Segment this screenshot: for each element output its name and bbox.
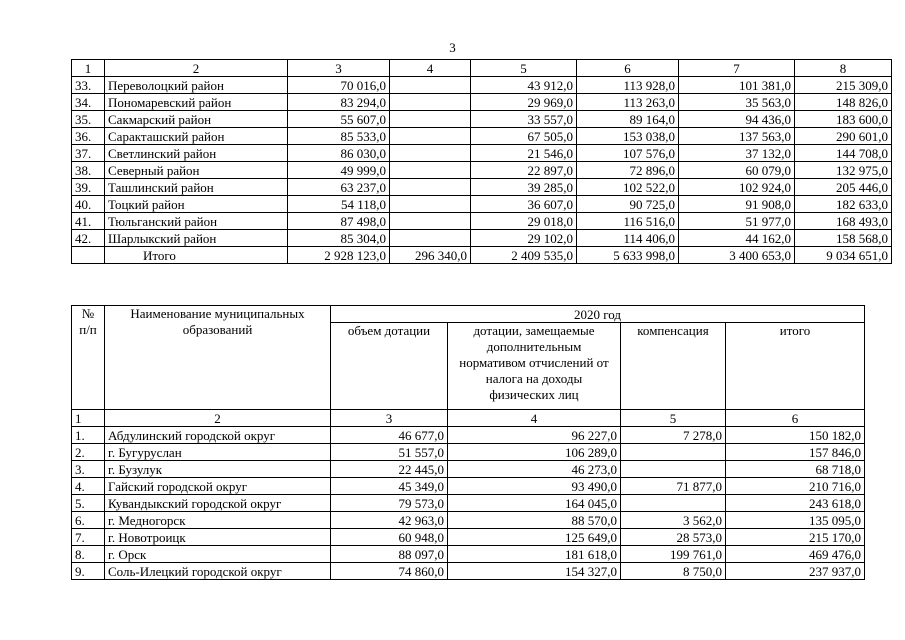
district-name: Светлинский район <box>105 145 288 162</box>
value-cell: 469 476,0 <box>726 546 865 563</box>
value-cell: 88 097,0 <box>331 546 448 563</box>
value-cell: 113 928,0 <box>577 77 679 94</box>
value-cell: 29 969,0 <box>471 94 577 111</box>
row-number: 34. <box>72 94 105 111</box>
row-number: 33. <box>72 77 105 94</box>
district-name: Тюльганский район <box>105 213 288 230</box>
value-cell: 85 533,0 <box>288 128 390 145</box>
column-number: 5 <box>621 410 726 427</box>
municipality-name: г. Медногорск <box>105 512 331 529</box>
value-cell: 35 563,0 <box>679 94 795 111</box>
page-number: 3 <box>449 40 456 55</box>
value-cell: 154 327,0 <box>448 563 621 580</box>
value-cell: 44 162,0 <box>679 230 795 247</box>
value-cell: 3 562,0 <box>621 512 726 529</box>
value-cell: 90 725,0 <box>577 196 679 213</box>
column-header-name: Наименование муниципальных образований <box>105 306 331 410</box>
table-row <box>72 563 865 580</box>
value-cell: 74 860,0 <box>331 563 448 580</box>
column-number: 4 <box>390 60 471 77</box>
value-cell <box>390 77 471 94</box>
value-cell: 45 349,0 <box>331 478 448 495</box>
value-cell: 125 649,0 <box>448 529 621 546</box>
value-cell: 215 309,0 <box>795 77 892 94</box>
table-row <box>72 77 892 94</box>
table-row <box>72 94 892 111</box>
table-row <box>72 230 892 247</box>
column-number: 4 <box>448 410 621 427</box>
districts-table <box>71 59 892 264</box>
value-cell: 114 406,0 <box>577 230 679 247</box>
row-number: 7. <box>72 529 105 546</box>
district-name: Пономаревский район <box>105 94 288 111</box>
row-number: 40. <box>72 196 105 213</box>
value-cell: 181 618,0 <box>448 546 621 563</box>
value-cell: 102 522,0 <box>577 179 679 196</box>
row-number: 42. <box>72 230 105 247</box>
value-cell: 157 846,0 <box>726 444 865 461</box>
table-row <box>72 111 892 128</box>
total-value: 5 633 998,0 <box>577 247 679 264</box>
value-cell: 46 273,0 <box>448 461 621 478</box>
value-cell <box>390 196 471 213</box>
value-cell <box>390 145 471 162</box>
value-cell: 215 170,0 <box>726 529 865 546</box>
column-number: 2 <box>105 60 288 77</box>
value-cell <box>390 213 471 230</box>
column-header-replaced-grant: дотации, замещаемые дополнительным нормативом отчислений от налога на доходы физических лиц <box>448 323 621 410</box>
value-cell: 102 924,0 <box>679 179 795 196</box>
table-row <box>72 427 865 444</box>
value-cell: 183 600,0 <box>795 111 892 128</box>
value-cell: 158 568,0 <box>795 230 892 247</box>
column-number: 3 <box>288 60 390 77</box>
value-cell: 63 237,0 <box>288 179 390 196</box>
value-cell: 88 570,0 <box>448 512 621 529</box>
value-cell: 148 826,0 <box>795 94 892 111</box>
district-name: Переволоцкий район <box>105 77 288 94</box>
column-header-num: № п/п <box>72 306 105 410</box>
empty-cell <box>72 247 105 264</box>
table-row <box>72 495 865 512</box>
value-cell: 91 908,0 <box>679 196 795 213</box>
municipality-name: Кувандыкский городской округ <box>105 495 331 512</box>
district-name: Северный район <box>105 162 288 179</box>
row-number: 41. <box>72 213 105 230</box>
value-cell: 144 708,0 <box>795 145 892 162</box>
value-cell: 21 546,0 <box>471 145 577 162</box>
row-number: 39. <box>72 179 105 196</box>
value-cell: 96 227,0 <box>448 427 621 444</box>
column-number-row <box>72 60 892 77</box>
total-row <box>72 247 892 264</box>
district-name: Тоцкий район <box>105 196 288 213</box>
row-number: 38. <box>72 162 105 179</box>
district-name: Саракташский район <box>105 128 288 145</box>
value-cell: 137 563,0 <box>679 128 795 145</box>
value-cell: 71 877,0 <box>621 478 726 495</box>
table-row <box>72 461 865 478</box>
value-cell: 43 912,0 <box>471 77 577 94</box>
municipality-name: Гайский городской округ <box>105 478 331 495</box>
value-cell <box>621 495 726 512</box>
column-number: 1 <box>72 410 105 427</box>
value-cell: 70 016,0 <box>288 77 390 94</box>
value-cell: 243 618,0 <box>726 495 865 512</box>
municipality-name: г. Бузулук <box>105 461 331 478</box>
total-value: 296 340,0 <box>390 247 471 264</box>
row-number: 5. <box>72 495 105 512</box>
table-row <box>72 145 892 162</box>
value-cell: 205 446,0 <box>795 179 892 196</box>
value-cell: 83 294,0 <box>288 94 390 111</box>
district-name: Шарлыкский район <box>105 230 288 247</box>
value-cell <box>390 128 471 145</box>
value-cell: 60 079,0 <box>679 162 795 179</box>
value-cell <box>621 461 726 478</box>
value-cell: 150 182,0 <box>726 427 865 444</box>
table-row <box>72 162 892 179</box>
municipality-name: г. Бугуруслан <box>105 444 331 461</box>
column-number: 8 <box>795 60 892 77</box>
column-number: 2 <box>105 410 331 427</box>
column-number: 6 <box>726 410 865 427</box>
value-cell: 67 505,0 <box>471 128 577 145</box>
row-number: 35. <box>72 111 105 128</box>
value-cell: 51 977,0 <box>679 213 795 230</box>
value-cell: 210 716,0 <box>726 478 865 495</box>
table-row <box>72 529 865 546</box>
value-cell: 135 095,0 <box>726 512 865 529</box>
value-cell: 22 445,0 <box>331 461 448 478</box>
table-header-row <box>72 306 865 323</box>
value-cell: 199 761,0 <box>621 546 726 563</box>
table-row <box>72 478 865 495</box>
value-cell: 86 030,0 <box>288 145 390 162</box>
value-cell: 68 718,0 <box>726 461 865 478</box>
column-number: 3 <box>331 410 448 427</box>
value-cell: 107 576,0 <box>577 145 679 162</box>
table-row <box>72 546 865 563</box>
value-cell: 94 436,0 <box>679 111 795 128</box>
column-number: 6 <box>577 60 679 77</box>
column-number: 1 <box>72 60 105 77</box>
value-cell: 33 557,0 <box>471 111 577 128</box>
value-cell: 28 573,0 <box>621 529 726 546</box>
municipalities-table <box>71 305 865 580</box>
total-value: 2 928 123,0 <box>288 247 390 264</box>
row-number: 2. <box>72 444 105 461</box>
value-cell: 164 045,0 <box>448 495 621 512</box>
value-cell: 29 102,0 <box>471 230 577 247</box>
table-row <box>72 213 892 230</box>
value-cell: 89 164,0 <box>577 111 679 128</box>
row-number: 3. <box>72 461 105 478</box>
row-number: 37. <box>72 145 105 162</box>
row-number: 1. <box>72 427 105 444</box>
district-name: Сакмарский район <box>105 111 288 128</box>
value-cell: 132 975,0 <box>795 162 892 179</box>
column-header-grant: объем дотации <box>331 323 448 410</box>
value-cell: 51 557,0 <box>331 444 448 461</box>
value-cell: 39 285,0 <box>471 179 577 196</box>
total-value: 9 034 651,0 <box>795 247 892 264</box>
table-row <box>72 444 865 461</box>
value-cell: 22 897,0 <box>471 162 577 179</box>
value-cell: 54 118,0 <box>288 196 390 213</box>
value-cell: 85 304,0 <box>288 230 390 247</box>
column-number: 5 <box>471 60 577 77</box>
value-cell: 87 498,0 <box>288 213 390 230</box>
value-cell <box>390 179 471 196</box>
value-cell: 237 937,0 <box>726 563 865 580</box>
value-cell: 8 750,0 <box>621 563 726 580</box>
column-header-compensation: компенсация <box>621 323 726 410</box>
table-row <box>72 196 892 213</box>
municipality-name: г. Новотроицк <box>105 529 331 546</box>
table-row <box>72 128 892 145</box>
row-number: 4. <box>72 478 105 495</box>
value-cell <box>390 94 471 111</box>
value-cell: 93 490,0 <box>448 478 621 495</box>
total-label: Итого <box>105 247 288 264</box>
value-cell: 113 263,0 <box>577 94 679 111</box>
municipality-name: Соль-Илецкий городской округ <box>105 563 331 580</box>
value-cell <box>390 162 471 179</box>
value-cell: 7 278,0 <box>621 427 726 444</box>
value-cell: 72 896,0 <box>577 162 679 179</box>
value-cell: 37 132,0 <box>679 145 795 162</box>
district-name: Ташлинский район <box>105 179 288 196</box>
value-cell: 29 018,0 <box>471 213 577 230</box>
row-number: 6. <box>72 512 105 529</box>
value-cell: 49 999,0 <box>288 162 390 179</box>
value-cell: 79 573,0 <box>331 495 448 512</box>
column-number-row <box>72 410 865 427</box>
value-cell: 42 963,0 <box>331 512 448 529</box>
value-cell: 182 633,0 <box>795 196 892 213</box>
value-cell: 290 601,0 <box>795 128 892 145</box>
table-row <box>72 179 892 196</box>
value-cell: 116 516,0 <box>577 213 679 230</box>
total-value: 2 409 535,0 <box>471 247 577 264</box>
value-cell <box>621 444 726 461</box>
table-row <box>72 512 865 529</box>
column-number: 7 <box>679 60 795 77</box>
column-header-year: 2020 год <box>331 306 865 323</box>
total-value: 3 400 653,0 <box>679 247 795 264</box>
value-cell: 168 493,0 <box>795 213 892 230</box>
value-cell: 36 607,0 <box>471 196 577 213</box>
value-cell: 46 677,0 <box>331 427 448 444</box>
value-cell: 60 948,0 <box>331 529 448 546</box>
value-cell: 101 381,0 <box>679 77 795 94</box>
value-cell: 55 607,0 <box>288 111 390 128</box>
row-number: 8. <box>72 546 105 563</box>
municipality-name: Абдулинский городской округ <box>105 427 331 444</box>
value-cell: 106 289,0 <box>448 444 621 461</box>
value-cell: 153 038,0 <box>577 128 679 145</box>
row-number: 36. <box>72 128 105 145</box>
value-cell <box>390 111 471 128</box>
municipality-name: г. Орск <box>105 546 331 563</box>
row-number: 9. <box>72 563 105 580</box>
value-cell <box>390 230 471 247</box>
column-header-total: итого <box>726 323 865 410</box>
